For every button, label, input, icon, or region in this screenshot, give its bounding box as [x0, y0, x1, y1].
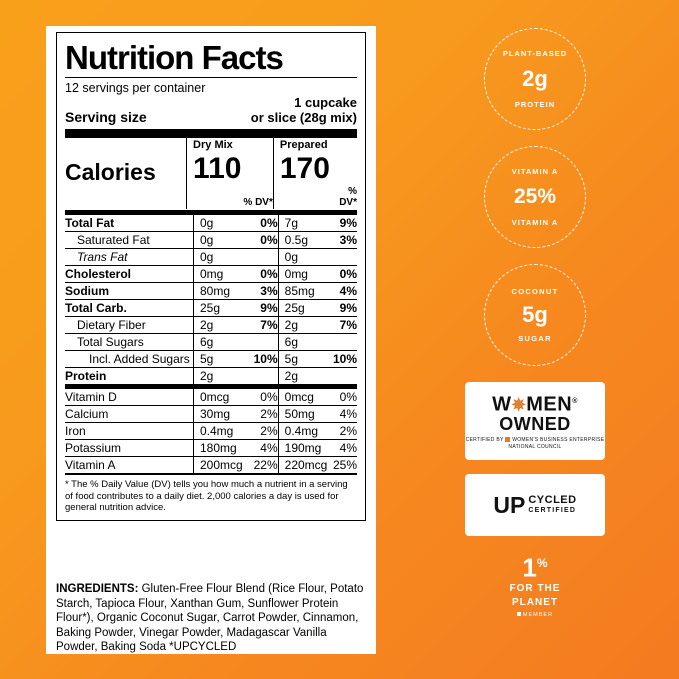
nutrient-dry-amount: 5g: [193, 351, 243, 368]
nutrient-name: Dietary Fiber: [65, 317, 193, 334]
table-row: [65, 283, 357, 300]
nutrition-facts-box: [46, 26, 376, 521]
vitamin-prep-amount: 0.4mg: [278, 423, 328, 440]
badge-vitamin-a: [484, 146, 586, 248]
nutrient-prep-dv: [328, 368, 357, 385]
vitamin-name: Calcium: [65, 406, 193, 423]
nutrient-prep-dv: 4%: [328, 283, 357, 300]
vitamin-prep-dv: 4%: [328, 406, 357, 423]
planet-line4: MEMBER: [522, 611, 554, 618]
nutrient-dry-amount: 0g: [193, 232, 243, 249]
women-owned-men: MEN: [526, 393, 573, 416]
nutrient-name: Saturated Fat: [65, 232, 193, 249]
nutrient-name: Cholesterol: [65, 266, 193, 283]
women-owned-line2: OWNED: [499, 414, 571, 435]
table-row: [65, 351, 357, 368]
nutrient-prep-dv: 3%: [328, 232, 357, 249]
col-head-prepared: Prepared: [273, 138, 330, 152]
badge-coconut-sugar: [484, 264, 586, 366]
serving-size-label: Serving size: [65, 109, 147, 125]
nutrient-dry-dv: [243, 368, 278, 385]
dv-header-row: [65, 185, 357, 209]
table-row: [65, 457, 357, 474]
nutrient-prep-amount: 85mg: [278, 283, 328, 300]
badge-protein-top: PLANT-BASED: [502, 49, 568, 58]
table-row: [65, 215, 357, 232]
nutrient-dry-amount: 2g: [193, 317, 243, 334]
nutrient-dry-dv: 10%: [243, 351, 278, 368]
vitamin-name: Potassium: [65, 440, 193, 457]
nutrient-prep-dv: 9%: [339, 216, 357, 230]
ingredients-block: [56, 582, 368, 655]
women-owned-w: W: [492, 393, 512, 416]
badge-women-owned: [465, 382, 605, 460]
nutrient-name: Total Sugars: [65, 334, 193, 351]
badge-protein-value: 2g: [522, 66, 548, 91]
nutrient-dry-dv: 9%: [243, 300, 278, 317]
badge-protein-bottom: PROTEIN: [514, 100, 556, 109]
nutrient-dry-amount: 0mg: [193, 266, 243, 283]
nutrient-prep-amount: 7g: [278, 215, 328, 232]
table-row: [65, 368, 357, 385]
planet-mark-icon: [517, 612, 521, 616]
planet-line2: FOR THE: [509, 582, 561, 594]
nutrient-prep-amount: 0g: [278, 249, 328, 266]
nutrient-dry-dv: 0%: [243, 266, 278, 283]
vitamin-dry-amount: 30mg: [193, 406, 243, 423]
nutrient-dry-amount: 0g: [193, 249, 243, 266]
table-row: [65, 423, 357, 440]
table-row: [65, 334, 357, 351]
nutrient-prep-dv: [328, 334, 357, 351]
nutrient-name: Protein: [65, 368, 193, 385]
vitamin-prep-dv: 4%: [328, 440, 357, 457]
badge-upcycled-certified: [465, 474, 605, 536]
column-headers-row: [65, 138, 357, 152]
nutrient-dry-amount: 25g: [193, 300, 243, 317]
vitamin-name: Vitamin D: [65, 390, 117, 404]
nutrient-prep-amount: 5g: [278, 351, 328, 368]
page-title: Nutrition Facts: [65, 39, 283, 76]
badge-vitamin-a-bottom: VITAMIN A: [511, 218, 559, 227]
nutrient-dry-amount: 6g: [193, 334, 243, 351]
vitamin-dry-amount: 180mg: [193, 440, 243, 457]
calories-label: Calories: [65, 159, 156, 185]
nutrient-dry-amount: 2g: [193, 368, 243, 385]
vitamin-dry-dv: 22%: [243, 457, 278, 474]
nutrient-dry-dv: 3%: [243, 283, 278, 300]
table-row: [65, 300, 357, 317]
ingredients-heading: INGREDIENTS:: [56, 583, 139, 595]
vitamin-prep-dv: 25%: [328, 457, 357, 474]
badge-vitamin-a-top: VITAMIN A: [511, 167, 559, 176]
planet-percent: 1: [522, 552, 537, 583]
serving-size-value-line1: 1 cupcake: [294, 95, 357, 110]
ingredients-text: Gluten-Free Flour Blend (Rice Flour, Potato Starch, Tapioca Flour, Xanthan Gum, Sunflower Protein Flour*), Organic Coconut Sugar, Carrot Powder, Cinnamon, Baking Powder, Vinegar Powder, Madagascar Vanilla Powder, Baking Soda *UPCYCLED: [56, 583, 364, 653]
nutrient-prep-dv: 7%: [328, 317, 357, 334]
nutrient-name: Sodium: [65, 283, 193, 300]
vitamin-dry-dv: 0%: [260, 390, 278, 404]
nutrition-panel: [46, 26, 376, 654]
servings-per-container: 12 servings per container: [65, 81, 206, 95]
nutrition-table: [65, 138, 357, 209]
vitamin-dry-dv: 2%: [243, 423, 278, 440]
nutrient-prep-amount: 2g: [278, 368, 328, 385]
badge-coconut-bottom: SUGAR: [518, 334, 552, 343]
flower-icon: ✵: [511, 395, 527, 415]
badge-coconut-top: COCONUT: [511, 287, 559, 296]
planet-line3: PLANET: [512, 596, 558, 608]
table-row: [65, 232, 357, 249]
wbenc-mark-icon: [505, 437, 510, 442]
nutrient-name: Incl. Added Sugars: [65, 351, 193, 368]
vitamin-rows: [65, 389, 357, 473]
nutrient-dry-amount: 0g: [193, 215, 243, 232]
vitamin-prep-dv: 2%: [328, 423, 357, 440]
nutrient-name: Total Fat: [65, 216, 115, 230]
vitamin-prep-amount: 0mcg: [278, 389, 328, 406]
upcycled-up: UP: [493, 491, 526, 518]
nutrient-prep-dv: 0%: [328, 266, 357, 283]
nutrient-dry-dv: 7%: [243, 317, 278, 334]
badge-column: [460, 28, 610, 618]
vitamin-name: Vitamin A: [65, 457, 193, 474]
nutrient-dry-dv: [243, 249, 278, 266]
vitamin-dry-amount: 0mcg: [193, 389, 243, 406]
col-head-dry: Dry Mix: [187, 138, 242, 152]
upcycled-certified: CERTIFIED: [528, 507, 577, 514]
vitamin-name: Iron: [65, 423, 193, 440]
calories-dry: 110: [187, 152, 242, 185]
nutrient-prep-amount: 0.5g: [278, 232, 328, 249]
nutrient-prep-dv: 10%: [328, 351, 357, 368]
badge-one-percent-for-the-planet: [465, 550, 605, 618]
badge-coconut-value: 5g: [522, 302, 548, 327]
nutrient-prep-amount: 0mg: [278, 266, 328, 283]
badge-plant-based-protein: [484, 28, 586, 130]
nutrient-rows: [65, 215, 357, 384]
nutrient-dry-dv: [243, 334, 278, 351]
dv-head-prepared: % DV*: [339, 186, 357, 208]
nutrient-name: Total Carb.: [65, 300, 193, 317]
table-row: [65, 440, 357, 457]
nutrient-prep-amount: 6g: [278, 334, 328, 351]
vitamin-prep-amount: 50mg: [278, 406, 328, 423]
vitamin-dry-dv: 4%: [243, 440, 278, 457]
nutrient-dry-dv: 0%: [243, 232, 278, 249]
table-row: [65, 266, 357, 283]
women-owned-certified-by: CERTIFIED BY: [465, 437, 504, 444]
vitamin-dry-amount: 0.4mg: [193, 423, 243, 440]
nutrient-name: Trans Fat: [65, 249, 193, 266]
vitamin-dry-dv: 2%: [243, 406, 278, 423]
serving-size-value-line2: or slice (28g mix): [250, 110, 357, 125]
upcycled-cycled: CYCLED: [528, 494, 577, 506]
dv-head-dry: % DV*: [243, 197, 273, 208]
vitamin-prep-dv: 0%: [339, 390, 357, 404]
table-row: [65, 317, 357, 334]
table-row: [65, 249, 357, 266]
badge-vitamin-a-value: 25%: [513, 185, 557, 208]
footnote: * The % Daily Value (DV) tells you how much a nutrient in a serving of food contributes to a daily diet. 2,000 calories a day is used for general nutrition advice.: [65, 479, 348, 513]
vitamin-dry-amount: 200mcg: [193, 457, 243, 474]
table-row: [65, 406, 357, 423]
nutrient-prep-amount: 25g: [278, 300, 328, 317]
planet-percent-sign: %: [536, 556, 548, 570]
nutrient-prep-dv: [328, 249, 357, 266]
women-owned-reg: ®: [572, 397, 578, 405]
nutrient-dry-amount: 80mg: [193, 283, 243, 300]
women-owned-council: WOMEN'S BUSINESS ENTERPRISE NATIONAL COUNCIL: [508, 437, 605, 451]
calories-row: [65, 152, 357, 185]
calories-prepared: 170: [273, 152, 330, 185]
nutrient-prep-dv: 9%: [328, 300, 357, 317]
vitamin-prep-amount: 190mg: [278, 440, 328, 457]
nutrient-dry-dv: 0%: [260, 216, 278, 230]
nutrient-prep-amount: 2g: [278, 317, 328, 334]
table-row: [65, 389, 357, 406]
vitamin-prep-amount: 220mcg: [278, 457, 328, 474]
